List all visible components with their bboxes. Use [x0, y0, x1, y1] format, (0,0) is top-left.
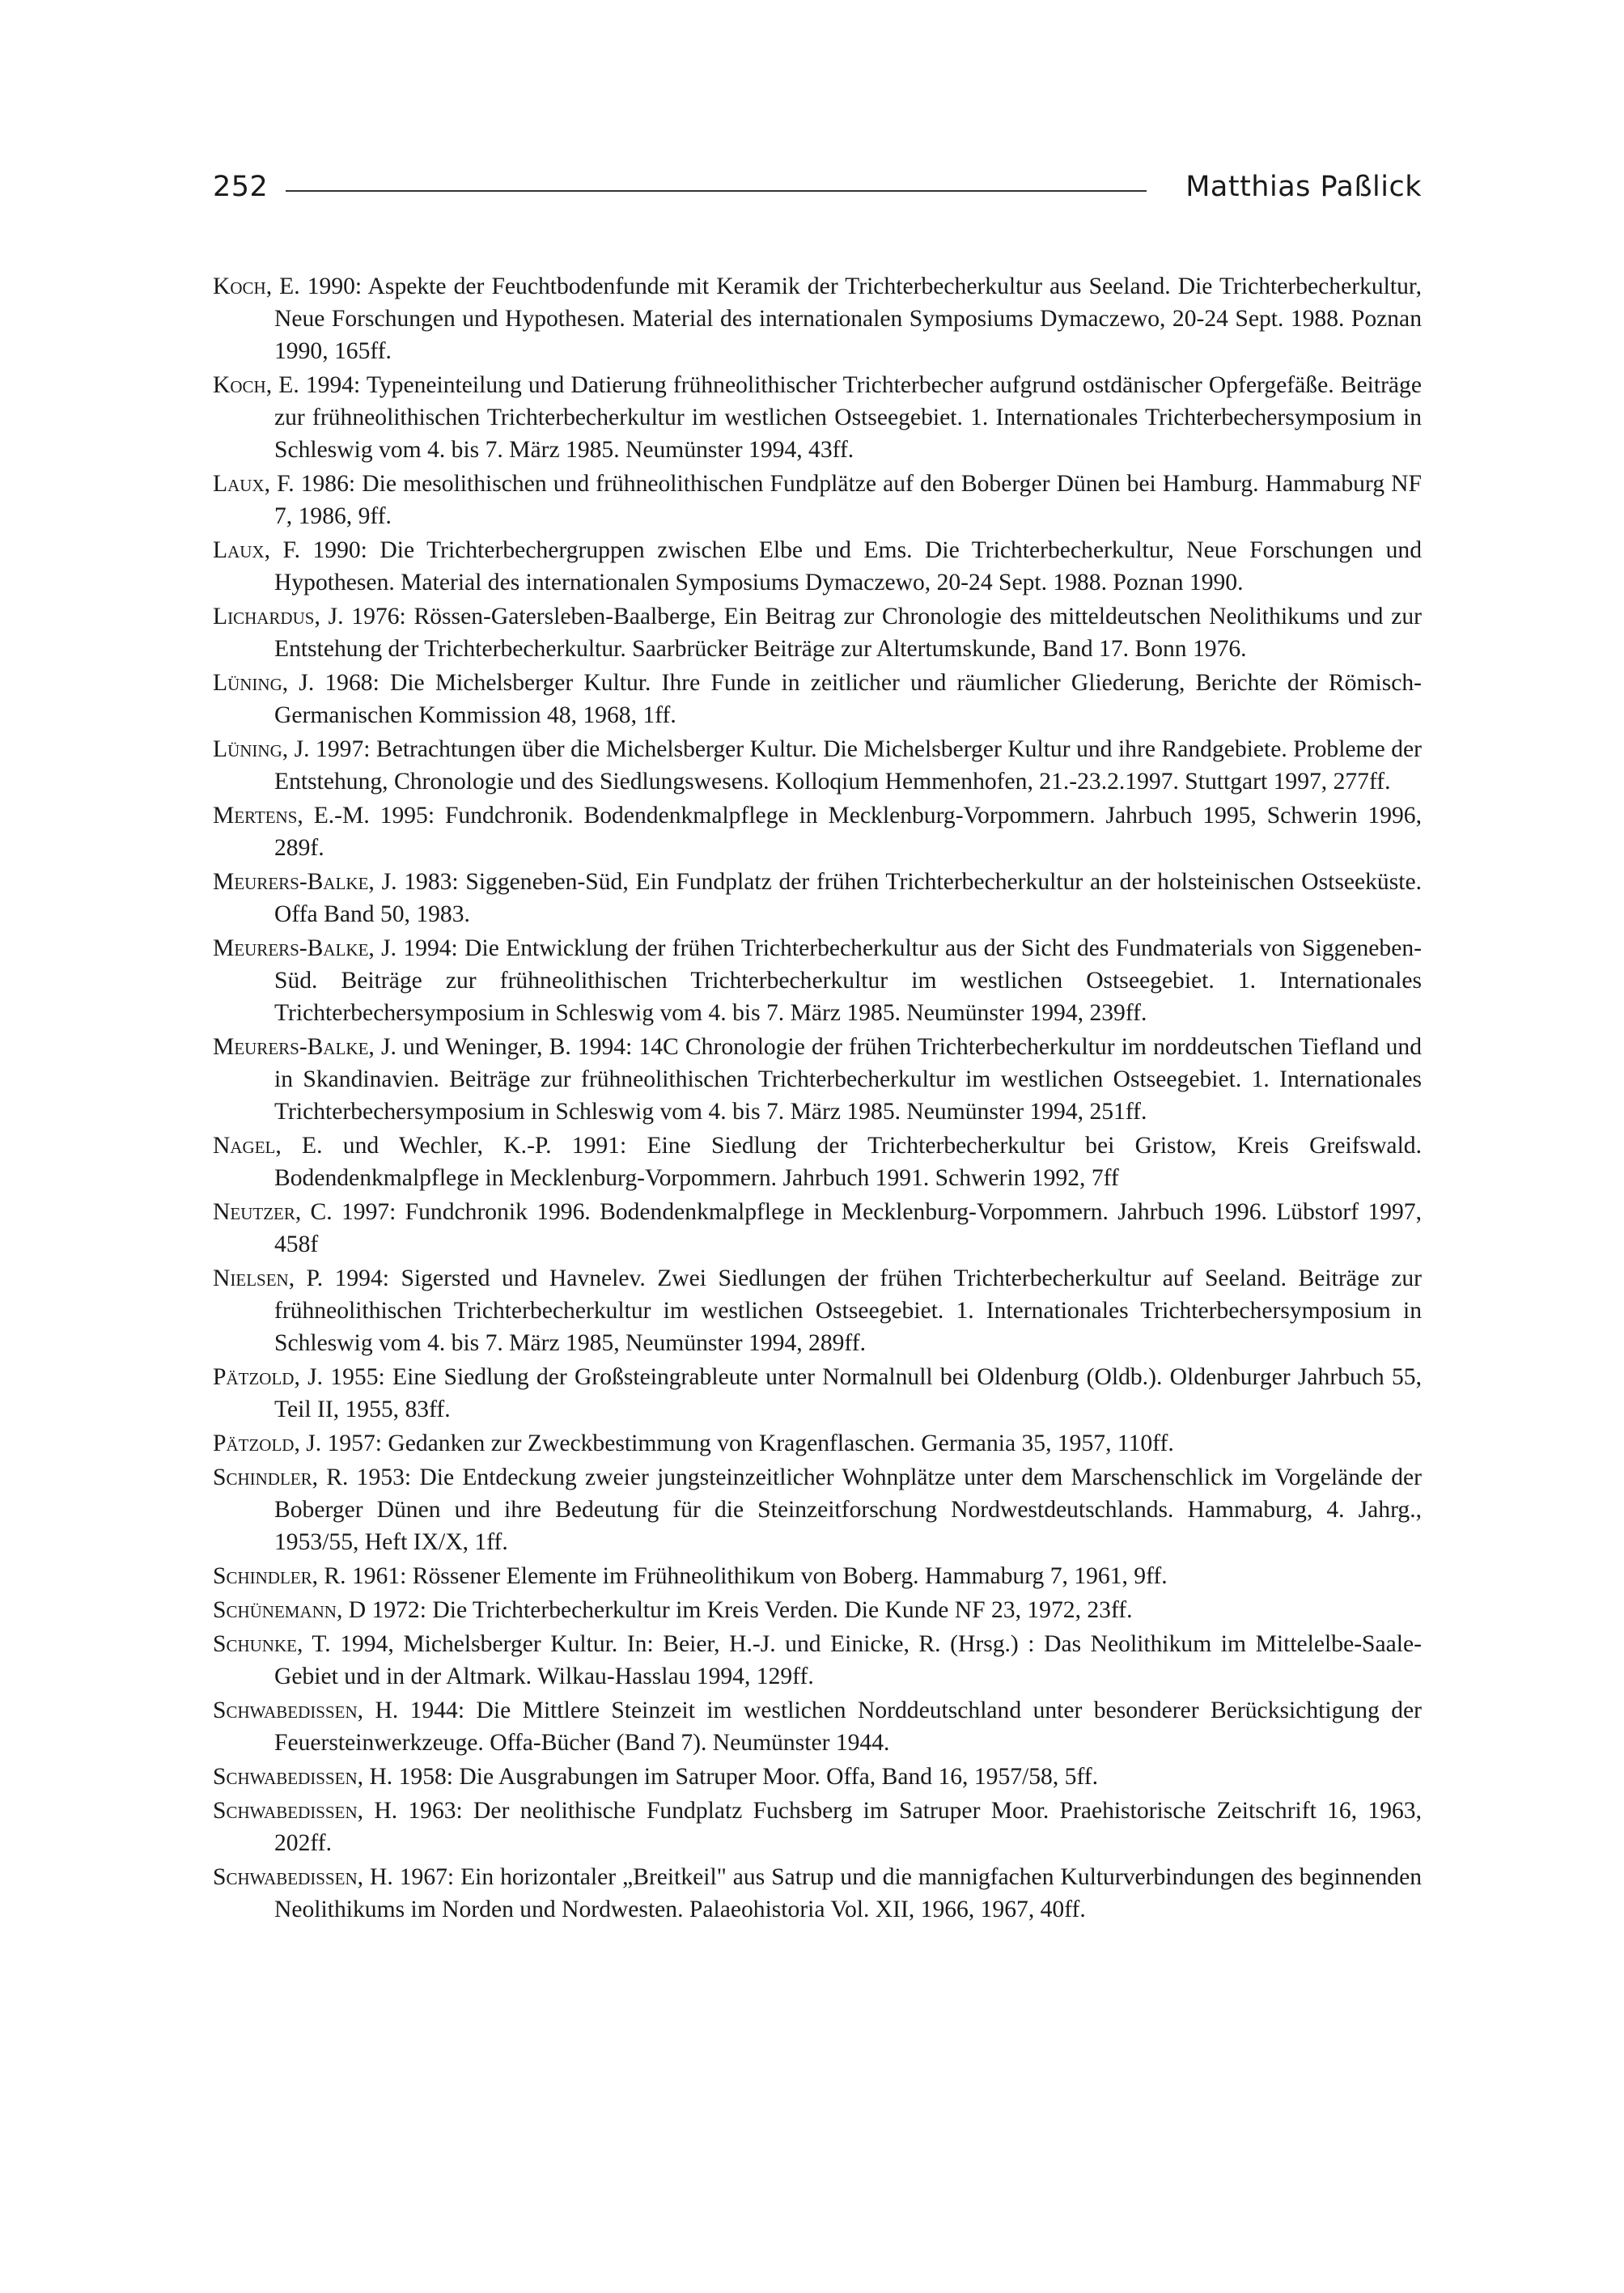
- reference-text: , J. und Weninger, B. 1994: 14C Chronologie der frühen Trichterbecherkultur im norddeutschen Tiefland und in Skandinavien. Beiträge zur frühneolithischen Trichterbecherkultur im westlichen Ostseegebiet. 1. Internationales Trichterbechersymposium in Schleswig vom 4. bis 7. März 1985. Neumünster 1994, 251ff.: [274, 1034, 1422, 1125]
- page-header: [213, 163, 1422, 211]
- reference-text: , J. 1957: Gedanken zur Zweckbestimmung von Kragenflaschen. Germania 35, 1957, 110ff.: [294, 1430, 1174, 1456]
- reference-text: , T. 1994, Michelsberger Kultur. In: Beier, H.-J. und Einicke, R. (Hrsg.) : Das Neolithikum im Mittelelbe-Saale-Gebiet und in der Altmark. Wilkau-Hasslau 1994, 129ff.: [274, 1631, 1422, 1689]
- reference-entry: [213, 534, 1422, 599]
- reference-entry: [213, 1031, 1422, 1128]
- reference-entry: [213, 667, 1422, 731]
- reference-text: , J. 1955: Eine Siedlung der Großsteingrableute unter Normalnull bei Oldenburg (Oldb.). Oldenburger Jahrbuch 55, Teil II, 1955, 83ff.: [274, 1364, 1422, 1422]
- reference-entry: [213, 1560, 1422, 1592]
- reference-entry: [213, 1761, 1422, 1793]
- reference-author: Schwabedissen: [213, 1764, 358, 1790]
- reference-author: Neutzer: [213, 1199, 295, 1225]
- reference-entry: [213, 1196, 1422, 1261]
- reference-text: , R. 1961: Rössener Elemente im Frühneolithikum von Boberg. Hammaburg 7, 1961, 9ff.: [312, 1563, 1168, 1589]
- reference-author: Schünemann: [213, 1597, 337, 1623]
- reference-entry: [213, 270, 1422, 367]
- reference-text: , E.-M. 1995: Fundchronik. Bodendenkmalpflege in Mecklenburg-Vorpommern. Jahrbuch 1995, Schwerin 1996, 289f.: [274, 803, 1422, 861]
- reference-entry: [213, 866, 1422, 930]
- reference-text: , F. 1986: Die mesolithischen und frühneolithischen Fundplätze auf den Boberger Dünen bei Hamburg. Hammaburg NF 7, 1986, 9ff.: [264, 471, 1422, 529]
- reference-text: , H. 1944: Die Mittlere Steinzeit im westlichen Norddeutschland unter besonderer Berücksichtigung der Feuersteinwerkzeuge. Offa-Bücher (Band 7). Neumünster 1944.: [274, 1697, 1422, 1756]
- reference-author: Meurers-Balke: [213, 869, 369, 895]
- reference-author: Schwabedissen: [213, 1697, 358, 1723]
- reference-text: , R. 1953: Die Entdeckung zweier jungsteinzeitlicher Wohnplätze unter dem Marschenschlick im Vorgelände der Boberger Dünen und ihre Bedeutung für die Steinzeitforschung Nordwestdeutschlands. Hammaburg, 4. Jahrg., 1953/55, Heft IX/X, 1ff.: [274, 1464, 1422, 1555]
- reference-entry: [213, 733, 1422, 798]
- reference-author: Nagel: [213, 1133, 276, 1159]
- reference-text: , D 1972: Die Trichterbecherkultur im Kreis Verden. Die Kunde NF 23, 1972, 23ff.: [336, 1597, 1133, 1623]
- reference-entry: [213, 1427, 1422, 1460]
- reference-entry: [213, 1694, 1422, 1759]
- reference-author: Lüning: [213, 670, 282, 696]
- reference-author: Mertens: [213, 803, 298, 829]
- running-head: Matthias Paßlick: [1185, 171, 1422, 203]
- page-number: 252: [213, 171, 269, 203]
- reference-text: , P. 1994: Sigersted und Havnelev. Zwei Siedlungen der frühen Trichterbecherkultur auf Seeland. Beiträge zur frühneolithischen Trichterbecherkultur im westlichen Ostseegebiet. 1. Internationales Trichterbechersymposium in Schleswig vom 4. bis 7. März 1985, Neumünster 1994, 289ff.: [274, 1265, 1422, 1356]
- reference-entry: [213, 1594, 1422, 1626]
- reference-author: Schindler: [213, 1464, 312, 1490]
- reference-author: Nielsen: [213, 1265, 289, 1291]
- reference-author: Schwabedissen: [213, 1864, 358, 1890]
- reference-entry: [213, 600, 1422, 665]
- reference-author: Schindler: [213, 1563, 312, 1589]
- reference-author: Lüning: [213, 736, 282, 762]
- reference-text: , F. 1990: Die Trichterbechergruppen zwischen Elbe und Ems. Die Trichterbecherkultur, Neue Forschungen und Hypothesen. Material des internationalen Symposiums Dymaczewo, 20-24 Sept. 1988. Poznan 1990.: [264, 537, 1422, 596]
- reference-text: , J. 1983: Siggeneben-Süd, Ein Fundplatz der frühen Trichterbecherkultur an der holsteinischen Ostseeküste. Offa Band 50, 1983.: [274, 869, 1422, 927]
- reference-author: Lichardus: [213, 604, 315, 629]
- reference-author: Schunke: [213, 1631, 297, 1657]
- reference-author: Schwabedissen: [213, 1798, 358, 1824]
- reference-author: Laux: [213, 537, 265, 563]
- reference-entry: [213, 1130, 1422, 1194]
- reference-entry: [213, 1262, 1422, 1359]
- reference-entry: [213, 1461, 1422, 1558]
- reference-text: , J. 1997: Betrachtungen über die Michelsberger Kultur. Die Michelsberger Kultur und ihre Randgebiete. Probleme der Entstehung, Chronologie und des Siedlungswesens. Kolloqium Hemmenhofen, 21.-23.2.1997. Stuttgart 1997, 277ff.: [274, 736, 1422, 795]
- reference-text: , J. 1968: Die Michelsberger Kultur. Ihre Funde in zeitlicher und räumlicher Gliederung, Berichte der Römisch-Germanischen Kommission 48, 1968, 1ff.: [274, 670, 1422, 728]
- reference-text: , E. und Wechler, K.-P. 1991: Eine Siedlung der Trichterbecherkultur bei Gristow, Kreis Greifswald. Bodendenkmalpflege in Mecklenburg-Vorpommern. Jahrbuch 1991. Schwerin 1992, 7ff: [274, 1133, 1422, 1191]
- reference-text: , E. 1990: Aspekte der Feuchtbodenfunde mit Keramik der Trichterbecherkultur aus Seeland. Die Trichterbecherkultur, Neue Forschungen und Hypothesen. Material des internationalen Symposiums Dymaczewo, 20-24 Sept. 1988. Poznan 1990, 165ff.: [265, 273, 1422, 364]
- reference-entry: [213, 369, 1422, 466]
- reference-author: Pätzold: [213, 1430, 295, 1456]
- reference-author: Koch: [213, 372, 266, 398]
- reference-entry: [213, 1361, 1422, 1426]
- reference-text: , H. 1963: Der neolithische Fundplatz Fuchsberg im Satruper Moor. Praehistorische Zeitschrift 16, 1963, 202ff.: [274, 1798, 1422, 1856]
- reference-text: , J. 1976: Rössen-Gatersleben-Baalberge, Ein Beitrag zur Chronologie des mitteldeutschen Neolithikums und zur Entstehung der Trichterbecherkultur. Saarbrücker Beiträge zur Altertumskunde, Band 17. Bonn 1976.: [274, 604, 1422, 662]
- reference-entry: [213, 1795, 1422, 1859]
- reference-entry: [213, 932, 1422, 1029]
- reference-entry: [213, 468, 1422, 532]
- reference-author: Meurers-Balke: [213, 1034, 369, 1060]
- header-rule: [286, 190, 1147, 192]
- reference-list: [213, 270, 1422, 1927]
- reference-text: , E. 1994: Typeneinteilung und Datierung frühneolithischer Trichterbecher aufgrund ostdänischer Opfergefäße. Beiträge zur frühneolithischen Trichterbecherkultur im westlichen Ostseegebiet. 1. Internationales Trichterbechersymposium in Schleswig vom 4. bis 7. März 1985. Neumünster 1994, 43ff.: [265, 372, 1422, 463]
- reference-author: Meurers-Balke: [213, 935, 369, 961]
- reference-text: , C. 1997: Fundchronik 1996. Bodendenkmalpflege in Mecklenburg-Vorpommern. Jahrbuch 1996. Lübstorf 1997, 458f: [274, 1199, 1422, 1257]
- reference-author: Pätzold: [213, 1364, 295, 1390]
- reference-text: , H. 1967: Ein horizontaler „Breitkeil" aus Satrup und die mannigfachen Kulturverbindungen des beginnenden Neolithikums im Norden und Nordwesten. Palaeohistoria Vol. XII, 1966, 1967, 40ff.: [274, 1864, 1422, 1922]
- reference-text: , J. 1994: Die Entwicklung der frühen Trichterbecherkultur aus der Sicht des Fundmaterials von Siggeneben-Süd. Beiträge zur frühneolithischen Trichterbecherkultur im westlichen Ostseegebiet. 1. Internationales Trichterbechersymposium in Schleswig vom 4. bis 7. März 1985. Neumünster 1994, 239ff.: [274, 935, 1422, 1026]
- reference-entry: [213, 1628, 1422, 1693]
- reference-entry: [213, 799, 1422, 864]
- reference-author: Laux: [213, 471, 265, 497]
- reference-text: , H. 1958: Die Ausgrabungen im Satruper Moor. Offa, Band 16, 1957/58, 5ff.: [357, 1764, 1099, 1790]
- reference-author: Koch: [213, 273, 266, 299]
- reference-entry: [213, 1861, 1422, 1926]
